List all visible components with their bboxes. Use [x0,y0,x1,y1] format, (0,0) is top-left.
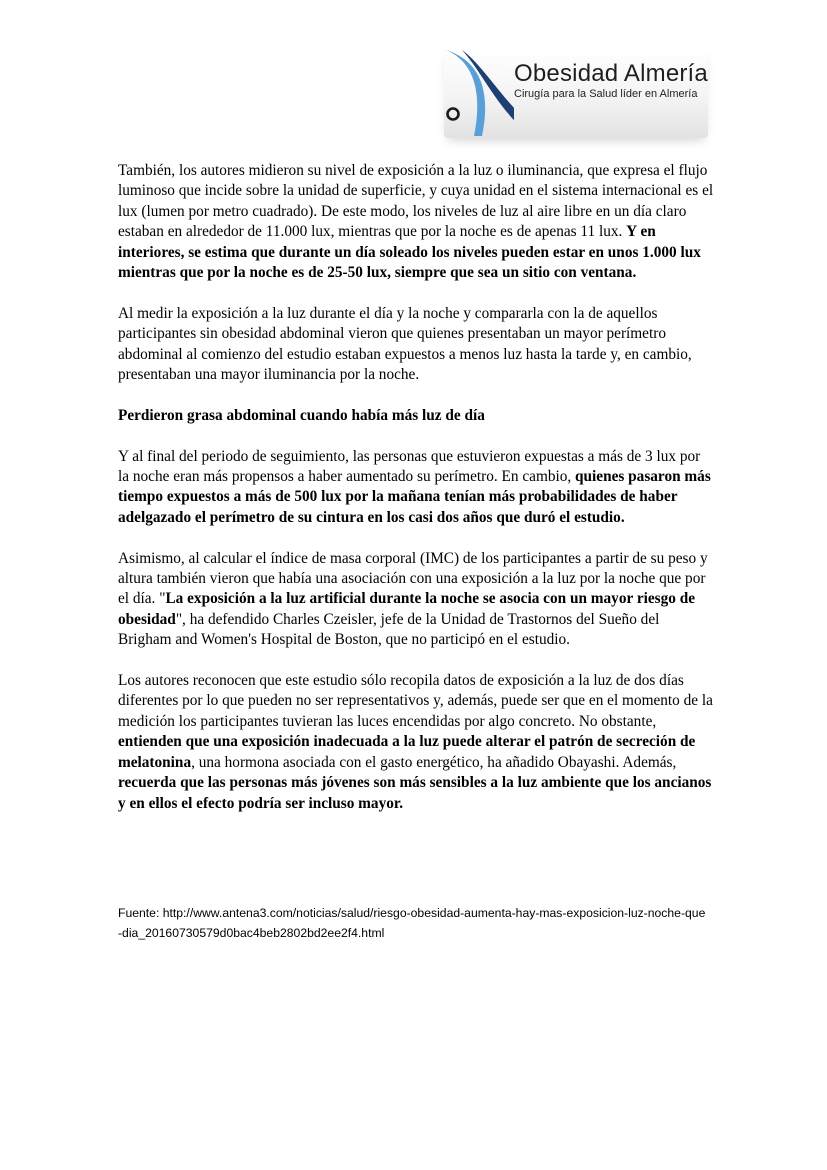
paragraph-4 [118,549,714,651]
paragraph-emphasis: quienes pasaron más tiempo expuestos a más de 500 lux por la mañana tenían más probabilidades de haber adelgazado el perímetro de su cintura en los casi dos años que duró el estudio. [118,468,711,526]
paragraph-text: ", ha defendido Charles Czeisler, jefe de la Unidad de Trastornos del Sueño del Brigham and Women's Hospital de Boston, que no participó en el estudio. [118,610,660,649]
section-heading [118,406,714,426]
source-citation: Fuente: http://www.antena3.com/noticias/salud/riesgo-obesidad-aumenta-hay-mas-exposicion-luz-noche-que-dia_20160730579d0bac4beb2802bd2ee2f4.html [118,906,706,940]
section-heading-text: Perdieron grasa abdominal cuando había más luz de día [118,406,485,424]
paragraph-1 [118,161,714,283]
paragraph-emphasis: recuerda que las personas más jóvenes son más sensibles a la luz ambiente que los ancianos y en ellos el efecto podría ser incluso mayor. [118,774,712,812]
paragraph-text: Asimismo, al calcular el índice de masa corporal (IMC) de los participantes a partir de su peso y altura también vieron que había una asociación con una exposición a la luz por la noche que por el día. " [118,549,708,608]
quote-emphasis: La exposición a la luz artificial durante la noche se asocia con un mayor riesgo de obesidad [118,590,696,628]
logo-brand-name: Obesidad Almería [514,60,708,87]
paragraph-text: Los autores reconocen que este estudio sólo recopila datos de exposición a la luz de dos días diferentes por lo que pueden no ser representativos y, además, puede ser que en el momento de la medición los participantes tuvieran las luces encendidas por algo concreto. No obstante, [118,672,713,730]
paragraph-2 [118,304,714,386]
article-body [118,161,714,834]
paragraph-3 [118,447,714,529]
paragraph-emphasis: entienden que una exposición inadecuada a la luz puede alterar el patrón de secreción de melatonina [118,733,696,771]
paragraph-text: Y al final del periodo de seguimiento, las personas que estuvieron expuestas a más de 3 lux por la noche eran más propensos a haber aumentado su perímetro. En cambio, [118,447,701,486]
paragraph-text: , una hormona asociada con el gasto energético, ha añadido Obayashi. Además, [191,753,677,771]
logo-tagline: Cirugía para la Salud líder en Almería [514,88,698,100]
paragraph-5 [118,671,714,814]
header-logo [444,48,708,138]
logo-swoosh-icon [444,48,514,138]
paragraph-emphasis: Y en interiores, se estima que durante un día soleado los niveles pueden estar en unos 1.000 lux mientras que por la noche es de 25-50 lux, siempre que sea un sitio con ventana. [118,223,701,282]
paragraph-text: Al medir la exposición a la luz durante el día y la noche y compararla con la de aquellos participantes sin obesidad abdominal vieron que quienes presentaban un mayor perímetro abdominal al comienzo del estudio estaban expuestos a menos luz hasta la tarde y, en cambio, presentaban una mayor iluminancia por la noche. [118,304,692,384]
paragraph-text: También, los autores midieron su nivel de exposición a la luz o iluminancia, que expresa el flujo luminoso que incide sobre la unidad de superficie, y cuya unidad en el sistema internacional es el lux (lumen por metro cuadrado). De este modo, los niveles de luz al aire libre en un día claro estaban en alrededor de 11.000 lux, mientras que por la noche es de apenas 11 lux. [118,162,714,241]
